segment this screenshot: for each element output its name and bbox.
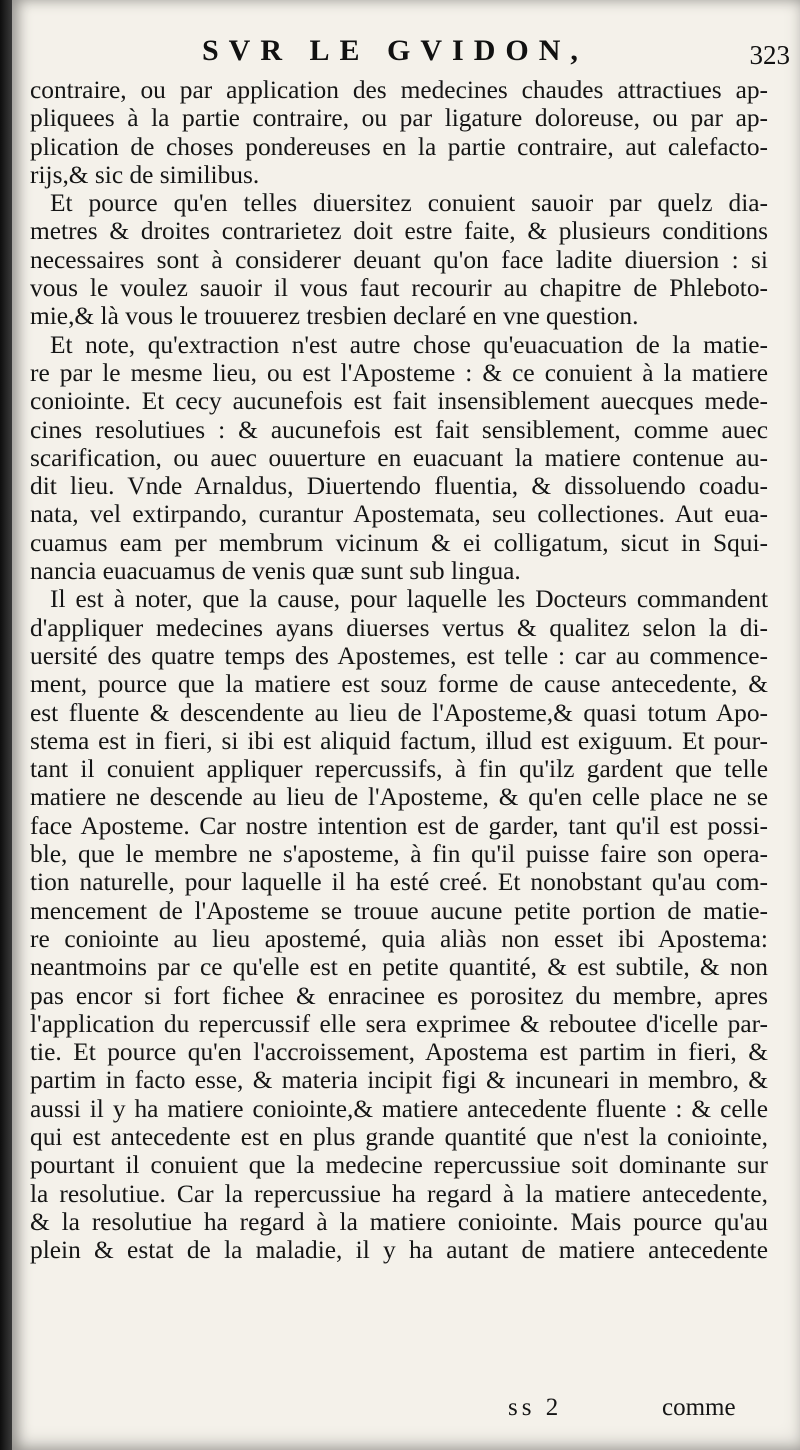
text-line: re coniointe au lieu apostemé, quia aliàs non esset ibi Apostema: [30,924,768,953]
signature-mark: ss 2 [508,1394,563,1421]
text-line: necessaires sont à considerer deuant qu'on face ladite diuersion : si [30,245,768,274]
running-title: SVR LE GVIDON, [202,34,588,67]
text-line: aussi il y ha matiere coniointe,& matiere antecedente fluente : & celle [30,1094,768,1123]
text-line: coniointe. Et cecy aucunefois est fait insensiblement auecques mede- [30,387,768,416]
text-line: d'appliquer medecines ayans diuerses vertus & qualitez selon la di- [30,613,768,642]
page-footer [12,1394,800,1428]
page-header [12,34,800,74]
book-gutter [0,0,12,1450]
book-page [12,0,800,1450]
text-line: pas encor si fort fichee & enracinee es porositez du membre, apres [30,981,768,1010]
text-line: stema est in fieri, si ibi est aliquid factum, illud est exiguum. Et pour- [30,726,768,755]
text-line: tie. Et pource qu'en l'accroissement, Apostema est partim in fieri, & [30,1038,768,1067]
text-line: l'application du repercussif elle sera exprimee & reboutee d'icelle par- [30,1009,768,1038]
text-line: nata, vel extirpando, curantur Apostemata, seu collectiones. Aut eua- [30,500,768,529]
text-line: plication de choses pondereuses en la partie contraire, aut calefacto- [30,132,768,161]
text-line: mie,& là vous le trouuerez tresbien declaré en vne question. [30,302,639,331]
text-line: & la resolutiue ha regard à la matiere coniointe. Mais pource qu'au [30,1207,768,1236]
text-line: rijs,& sic de similibus. [30,160,260,189]
text-line: contraire, ou par application des medecines chaudes attractiues ap- [30,76,768,104]
text-line: nancia euacuamus de venis quæ sunt sub lingua. [30,557,521,586]
text-line: scarification, ou auec ouuerture en euacuant la matiere contenue au- [30,443,768,472]
page-number: 323 [749,40,790,70]
text-line: qui est antecedente est en plus grande quantité que n'est la coniointe, [30,1122,768,1151]
text-line: mencement de l'Aposteme se trouue aucune petite portion de matie- [30,896,768,925]
text-line: la resolutiue. Car la repercussiue ha regard à la matiere antecedente, [30,1179,768,1208]
text-line: est fluente & descendente au lieu de l'Aposteme,& quasi totum Apo- [30,698,768,727]
text-line: cuamus eam per membrum vicinum & ei colligatum, sicut in Squi- [30,528,768,557]
text-line: uersité des quatre temps des Apostemes, est telle : car au commence- [30,641,768,670]
text-line: tion naturelle, pour laquelle il ha esté creé. Et nonobstant qu'au com- [30,868,768,897]
text-line: face Aposteme. Car nostre intention est de garder, tant qu'il est possi- [30,811,768,840]
text-line: Et note, qu'extraction n'est autre chose qu'euacuation de la matie- [50,330,768,359]
text-line: ble, que le membre ne s'aposteme, à fin qu'il puisse faire son opera- [30,840,768,869]
text-line: Et pource qu'en telles diuersitez conuient sauoir par quelz dia- [50,189,768,218]
text-line: ment, pource que la matiere est souz forme de cause antecedente, & [30,670,768,699]
text-line: pliquees à la partie contraire, ou par ligature doloreuse, ou par ap- [30,104,768,133]
text-line: neantmoins par ce qu'elle est en petite quantité, & est subtile, & non [30,953,768,982]
text-line: cines resolutiues : & aucunefois est fait sensiblement, comme auec [30,415,768,444]
catchword: comme [662,1394,736,1421]
text-line: tant il conuient appliquer repercussifs, à fin qu'ilz gardent que telle [30,755,768,784]
text-line: Il est à noter, que la cause, pour laquelle les Docteurs commandent [50,585,768,614]
text-line: plein & estat de la maladie, il y ha autant de matiere antecedente [30,1236,768,1265]
body-text [30,76,768,1264]
text-line: re par le mesme lieu, ou est l'Aposteme : & ce conuient à la matiere [30,358,768,387]
text-line: vous le voulez sauoir il vous faut recourir au chapitre de Phleboto- [30,274,768,303]
text-line: dit lieu. Vnde Arnaldus, Diuertendo fluentia, & dissoluendo coadu- [30,472,768,501]
text-line: pourtant il conuient que la medecine repercussiue soit dominante sur [30,1151,768,1180]
text-line: matiere ne descende au lieu de l'Aposteme, & qu'en celle place ne se [30,783,768,812]
text-line: partim in facto esse, & materia incipit figi & incuneari in membro, & [30,1066,768,1095]
text-line: metres & droites contrarietez doit estre faite, & plusieurs conditions [30,217,768,246]
